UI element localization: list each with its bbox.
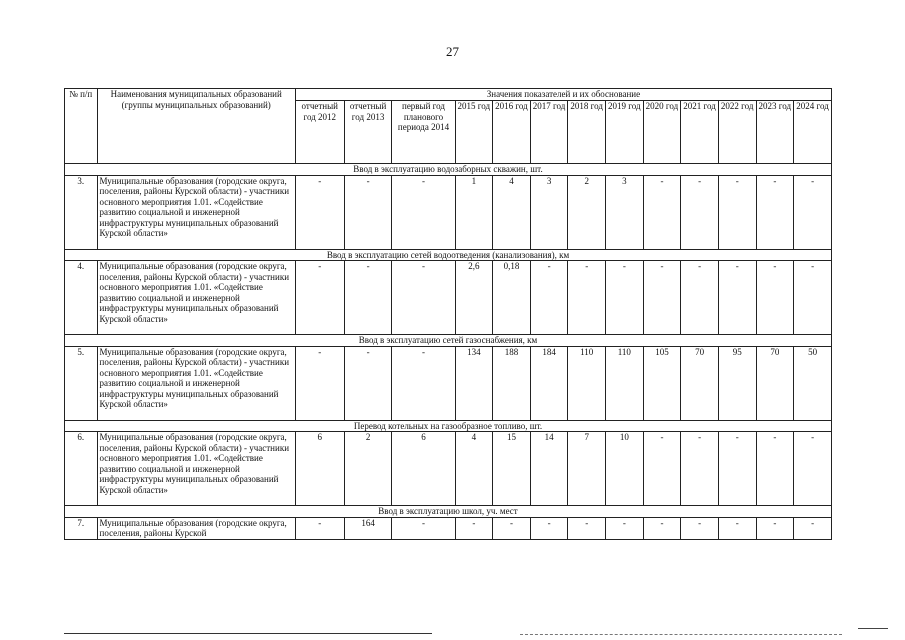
value-cell: - [756, 432, 794, 506]
value-cell: 4 [493, 175, 531, 249]
value-cell: - [344, 175, 392, 249]
value-cell: 0,18 [493, 261, 531, 335]
indicators-table [64, 88, 832, 540]
value-cell: 2 [344, 432, 392, 506]
value-cell: - [606, 261, 644, 335]
row-name: Муниципальные образования (городские округа, поселения, районы Курской [97, 517, 295, 539]
value-cell: 2 [568, 175, 606, 249]
header-row-top [65, 89, 832, 101]
row-number: 6. [65, 432, 98, 506]
value-cell: - [718, 261, 756, 335]
value-cell: 14 [530, 432, 568, 506]
header-year: 2022 год [718, 101, 756, 164]
value-cell: 164 [344, 517, 392, 539]
value-cell: - [794, 517, 832, 539]
section-title: Перевод котельных на газообразное топливо, шт. [65, 420, 832, 432]
value-cell: - [568, 517, 606, 539]
header-year: 2024 год [794, 101, 832, 164]
table-row [65, 432, 832, 506]
value-cell: 3 [530, 175, 568, 249]
value-cell: - [295, 261, 344, 335]
section-row [65, 506, 832, 518]
value-cell: - [718, 517, 756, 539]
value-cell: 188 [493, 346, 531, 420]
value-cell: 1 [455, 175, 493, 249]
value-cell: - [756, 175, 794, 249]
value-cell: - [455, 517, 493, 539]
value-cell: 15 [493, 432, 531, 506]
footer-rule [64, 633, 432, 634]
value-cell: - [606, 517, 644, 539]
value-cell: 105 [643, 346, 681, 420]
table-row [65, 175, 832, 249]
value-cell: - [794, 432, 832, 506]
value-cell: - [568, 261, 606, 335]
header-year: 2016 год [493, 101, 531, 164]
value-cell: - [681, 175, 719, 249]
value-cell: - [392, 346, 455, 420]
value-cell: 2,6 [455, 261, 493, 335]
row-number: 4. [65, 261, 98, 335]
section-title: Ввод в эксплуатацию школ, уч. мест [65, 506, 832, 518]
value-cell: - [756, 517, 794, 539]
row-number: 3. [65, 175, 98, 249]
value-cell: - [643, 175, 681, 249]
value-cell: - [794, 175, 832, 249]
row-number: 5. [65, 346, 98, 420]
value-cell: - [530, 261, 568, 335]
section-row [65, 420, 832, 432]
value-cell: 110 [568, 346, 606, 420]
header-year: 2019 год [606, 101, 644, 164]
header-year: 2015 год [455, 101, 493, 164]
value-cell: 110 [606, 346, 644, 420]
header-year: 2018 год [568, 101, 606, 164]
value-cell: 6 [392, 432, 455, 506]
value-cell: 70 [681, 346, 719, 420]
value-cell: - [643, 432, 681, 506]
corner-mark [858, 628, 888, 629]
header-year: 2021 год [681, 101, 719, 164]
header-year: первый год планового периода 2014 [392, 101, 455, 164]
table-row [65, 261, 832, 335]
section-title: Ввод в эксплуатацию сетей газоснабжения, км [65, 335, 832, 347]
value-cell: 70 [756, 346, 794, 420]
value-cell: - [794, 261, 832, 335]
value-cell: - [392, 517, 455, 539]
value-cell: - [392, 175, 455, 249]
value-cell: - [295, 175, 344, 249]
value-cell: 134 [455, 346, 493, 420]
row-name: Муниципальные образования (городские округа, поселения, районы Курской области) - участники основного мероприятия 1.01. «Содействие развитию социальной и инженерной инфраструктуры муниципальных образований Курской области» [97, 346, 295, 420]
value-cell: - [681, 517, 719, 539]
header-year: 2020 год [643, 101, 681, 164]
header-name: Наименования муниципальных образований (группы муниципальных образований) [97, 89, 295, 164]
value-cell: 4 [455, 432, 493, 506]
page-number: 27 [446, 44, 459, 59]
header-num: № п/п [65, 89, 98, 164]
row-number: 7. [65, 517, 98, 539]
header-year: отчетный год 2012 [295, 101, 344, 164]
value-cell: - [493, 517, 531, 539]
value-cell: 50 [794, 346, 832, 420]
value-cell: - [756, 261, 794, 335]
header-year: 2023 год [756, 101, 794, 164]
value-cell: - [530, 517, 568, 539]
section-row [65, 164, 832, 176]
value-cell: - [392, 261, 455, 335]
header-values-group: Значения показателей и их обоснование [295, 89, 831, 101]
value-cell: - [718, 432, 756, 506]
section-title: Ввод в эксплуатацию сетей водоотведения (канализования), км [65, 249, 832, 261]
value-cell: 95 [718, 346, 756, 420]
row-name: Муниципальные образования (городские округа, поселения, районы Курской области) - участники основного мероприятия 1.01. «Содействие развитию социальной и инженерной инфраструктуры муниципальных образований Курской области» [97, 261, 295, 335]
row-name: Муниципальные образования (городские округа, поселения, районы Курской области) - участники основного мероприятия 1.01. «Содействие развитию социальной и инженерной инфраструктуры муниципальных образований Курской области» [97, 175, 295, 249]
value-cell: 10 [606, 432, 644, 506]
value-cell: - [681, 261, 719, 335]
value-cell: 7 [568, 432, 606, 506]
value-cell: - [344, 346, 392, 420]
section-row [65, 335, 832, 347]
section-title: Ввод в эксплуатацию водозаборных скважин, шт. [65, 164, 832, 176]
section-row [65, 249, 832, 261]
table-row [65, 346, 832, 420]
value-cell: - [718, 175, 756, 249]
row-name: Муниципальные образования (городские округа, поселения, районы Курской области) - участники основного мероприятия 1.01. «Содействие развитию социальной и инженерной инфраструктуры муниципальных образований Курской области» [97, 432, 295, 506]
table-row [65, 517, 832, 539]
value-cell: - [681, 432, 719, 506]
header-year: отчетный год 2013 [344, 101, 392, 164]
footer-rule-dashed [520, 634, 842, 635]
value-cell: 6 [295, 432, 344, 506]
value-cell: 3 [606, 175, 644, 249]
value-cell: 184 [530, 346, 568, 420]
header-year: 2017 год [530, 101, 568, 164]
value-cell: - [643, 517, 681, 539]
value-cell: - [643, 261, 681, 335]
value-cell: - [295, 346, 344, 420]
value-cell: - [295, 517, 344, 539]
value-cell: - [344, 261, 392, 335]
